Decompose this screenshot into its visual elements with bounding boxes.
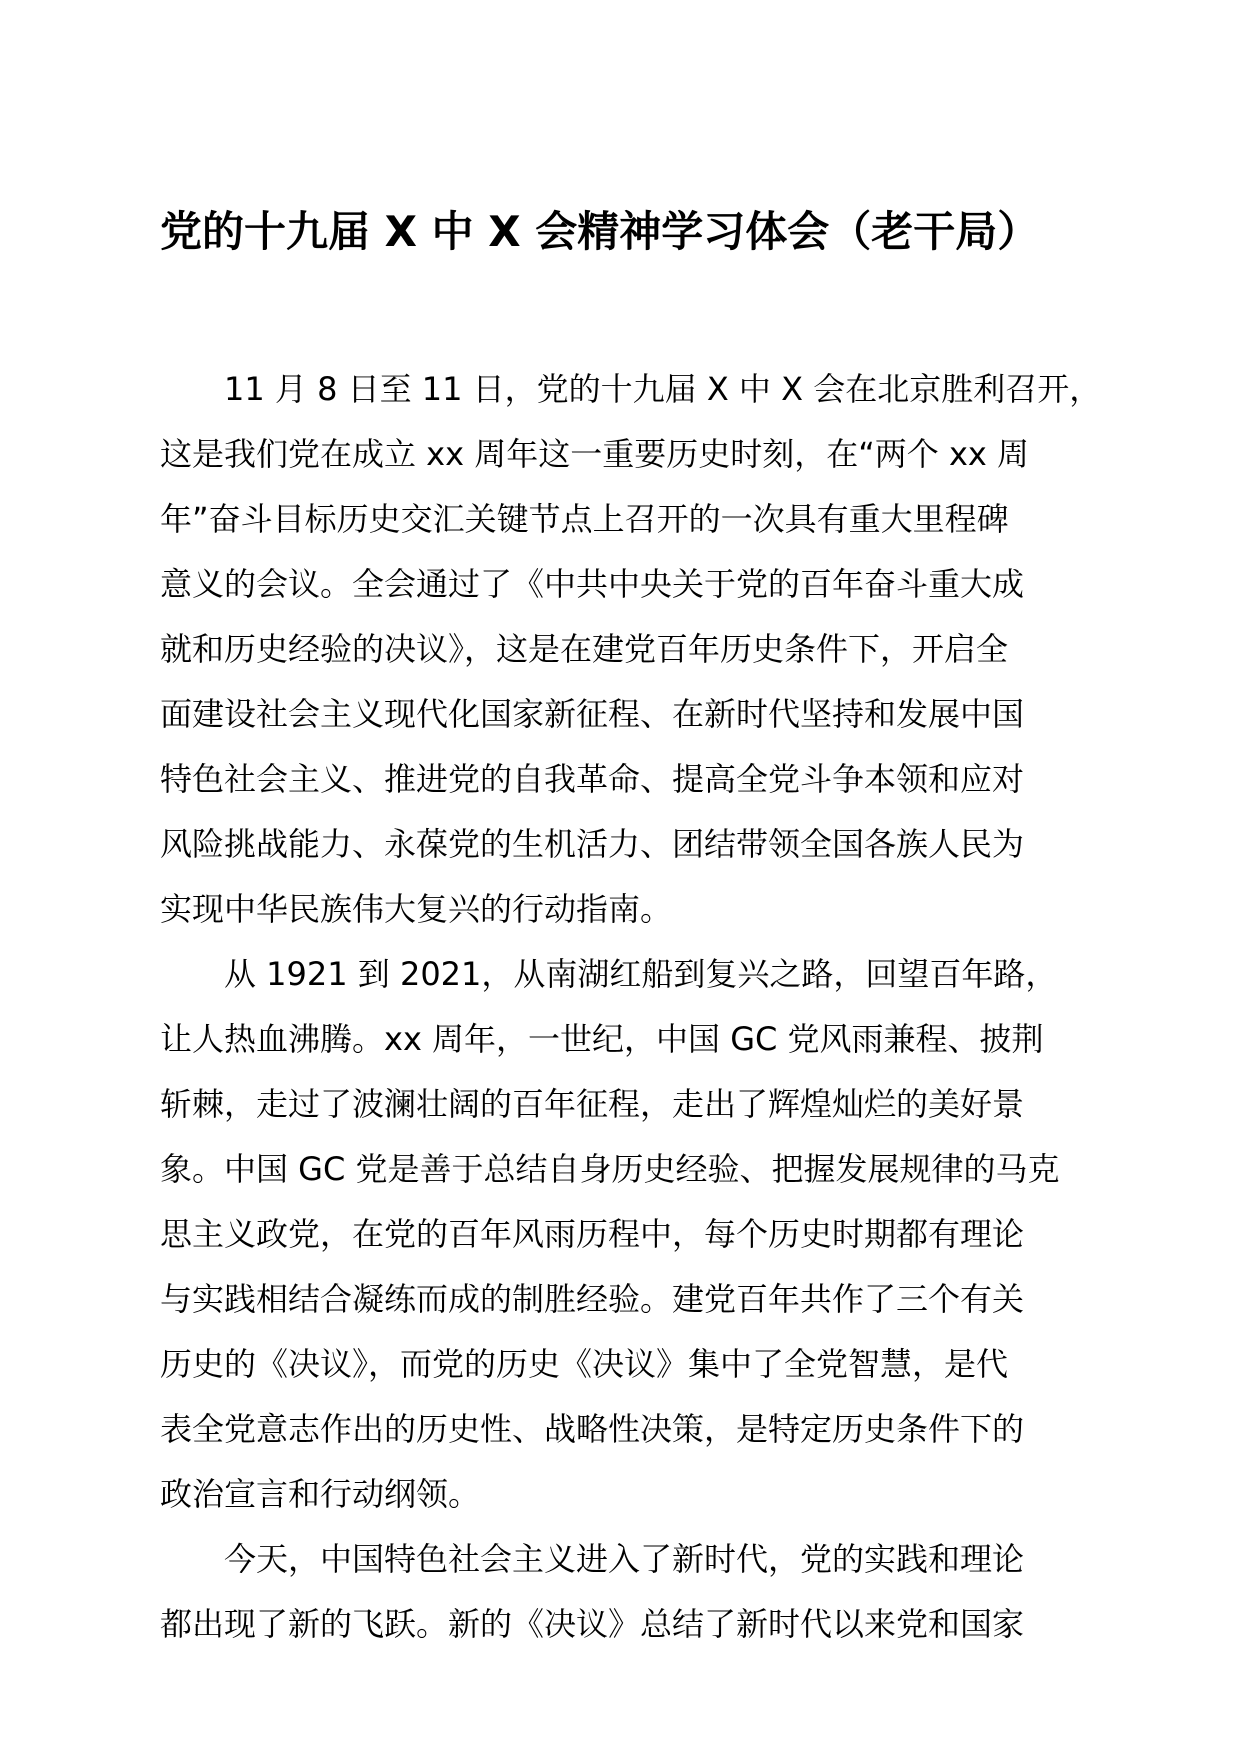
paragraph-line: 都出现了新的飞跃。新的《决议》总结了新时代以来党和国家: [160, 1605, 1025, 1643]
paragraph-line: 风险挑战能力、永葆党的生机活力、团结带领全国各族人民为: [160, 825, 1025, 863]
paragraph-line: 特色社会主义、推进党的自我革命、提高全党斗争本领和应对: [160, 760, 1025, 798]
paragraph-line: 与实践相结合凝练而成的制胜经验。建党百年共作了三个有关: [160, 1280, 1025, 1318]
paragraph-1: [160, 357, 1100, 942]
paragraph-line: 就和历史经验的决议》，这是在建党百年历史条件下，开启全: [160, 630, 1009, 668]
paragraph-line: 面建设社会主义现代化国家新征程、在新时代坚持和发展中国: [160, 695, 1025, 733]
paragraph-line: 历史的《决议》，而党的历史《决议》集中了全党智慧，是代: [160, 1345, 1009, 1383]
paragraph-line: 这是我们党在成立 xx 周年这一重要历史时刻，在“两个 xx 周: [160, 435, 1030, 473]
paragraph-line: 政治宣言和行动纲领。: [160, 1475, 481, 1513]
paragraph-line: 象。中国 GC 党是善于总结自身历史经验、把握发展规律的马克: [160, 1150, 1060, 1188]
paragraph-line: 思主义政党，在党的百年风雨历程中，每个历史时期都有理论: [160, 1215, 1025, 1253]
paragraph-line: 表全党意志作出的历史性、战略性决策，是特定历史条件下的: [160, 1410, 1025, 1448]
document-body: [160, 357, 1100, 1657]
paragraph-line: 11 月 8 日至 11 日，党的十九届 X 中 X 会在北京胜利召开，: [224, 370, 1102, 408]
paragraph-2: [160, 942, 1100, 1527]
paragraph-line: 年”奋斗目标历史交汇关键节点上召开的一次具有重大里程碑: [160, 500, 1009, 538]
document-title: 党的十九届 X 中 X 会精神学习体会（老干局）: [160, 207, 1040, 256]
paragraph-line: 让人热血沸腾。xx 周年，一世纪，中国 GC 党风雨兼程、披荆: [160, 1020, 1044, 1058]
paragraph-line: 从 1921 到 2021，从南湖红船到复兴之路，回望百年路，: [224, 955, 1058, 993]
paragraph-line: 今天，中国特色社会主义进入了新时代，党的实践和理论: [224, 1540, 1025, 1578]
paragraph-line: 意义的会议。全会通过了《中共中央关于党的百年奋斗重大成: [160, 565, 1025, 603]
paragraph-3: [160, 1527, 1100, 1657]
paragraph-line: 斩棘，走过了波澜壮阔的百年征程，走出了辉煌灿烂的美好景: [160, 1085, 1025, 1123]
paragraph-line: 实现中华民族伟大复兴的行动指南。: [160, 890, 673, 928]
